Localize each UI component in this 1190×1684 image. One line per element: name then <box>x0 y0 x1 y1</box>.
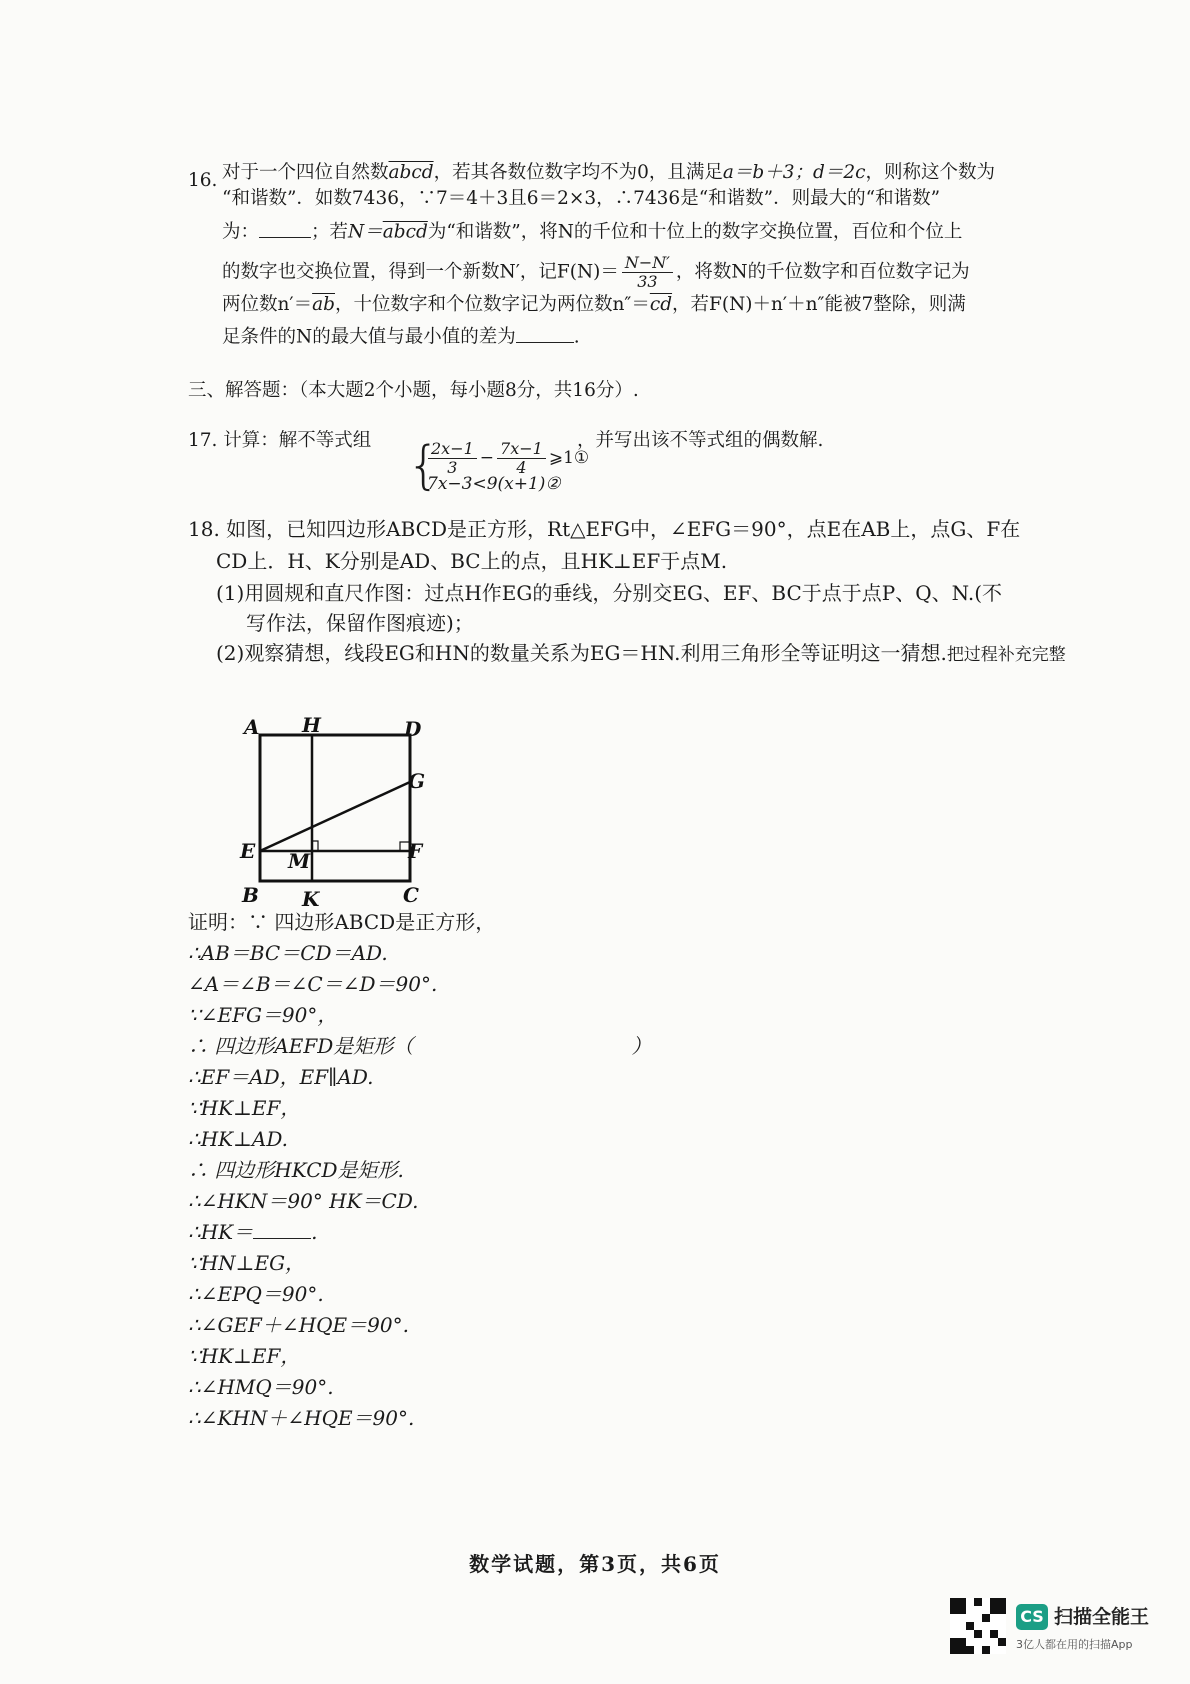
proof-line-1: 证明：∵ 四边形ABCD是正方形， <box>188 910 496 934</box>
square-figure <box>240 713 440 911</box>
proof-line-15: ∵HK⊥EF， <box>188 1344 301 1368</box>
q18-line-5: (2)观察猜想，线段EG和HN的数量关系为EG＝HN.利用三角形全等证明这一猜想.把过程补充完整 <box>216 641 1066 665</box>
proof-line-5: ∴ 四边形AEFD是矩形（ ） <box>188 1034 652 1058</box>
segment-EG <box>260 782 410 851</box>
section-3-heading: 三、解答题：（本大题2个小题，每小题8分，共16分）. <box>188 380 639 401</box>
label-E: E <box>240 839 256 863</box>
proof-line-11: ∴HK＝ . <box>188 1220 318 1244</box>
answer-blank-2[interactable] <box>516 323 574 343</box>
proof-line-10: ∴∠HKN＝90° HK＝CD. <box>188 1189 419 1213</box>
square-ABCD <box>260 735 410 881</box>
q16-line-2: “和谐数”．如数7436，∵7＝4＋3且6＝2×3，∴7436是“和谐数”．则最大的“和谐数” <box>222 188 941 209</box>
brace: { <box>407 436 441 496</box>
q18-line-3: (1)用圆规和直尺作图：过点H作EG的垂线，分别交EG、EF、BC于点于点P、Q、N.(不 <box>216 581 1003 605</box>
q18-line-1: 18. 如图，已知四边形ABCD是正方形，Rt△EFG中，∠EFG＝90°，点E在AB上，点G、F在 <box>188 517 1021 541</box>
proof-line-12: ∵HN⊥EG， <box>188 1251 306 1275</box>
q16-line-6: 足条件的N的最大值与最小值的差为 . <box>222 323 580 351</box>
scanner-subtitle: 3亿人都在用的扫描App <box>1016 1638 1133 1651</box>
label-A: A <box>244 715 260 739</box>
label-D: D <box>404 717 422 741</box>
q18-line-4: 写作法，保留作图痕迹)； <box>246 611 474 635</box>
inequality-2: 7x−3<9(x+1)② <box>427 474 561 494</box>
scanner-title: 扫描全能王 <box>1054 1606 1150 1628</box>
label-H: H <box>302 713 321 737</box>
qr-code-icon <box>950 1598 1006 1654</box>
proof-line-8: ∴HK⊥AD. <box>188 1127 289 1151</box>
fraction-F: $\frac{N-N'}{33}$ <box>622 254 673 291</box>
q16-line-3: 为： ；若N＝abcd为“和谐数”，将N的千位和十位上的数字交换位置，百位和个位上 <box>222 218 962 246</box>
inequality-1: $\frac{2x-1}{3}$ − $\frac{7x-1}{4}$ ⩾1① <box>425 440 589 477</box>
answer-blank-1[interactable] <box>259 218 311 238</box>
label-K: K <box>302 887 320 911</box>
q16-line-4: 的数字也交换位置，得到一个新数N′，记F(N)＝ $\frac{N-N'}{33}$ ，将数N的千位数字和百位数字记为 <box>222 253 970 291</box>
page-footer: 数学试题，第3页，共6页 <box>469 1552 721 1576</box>
proof-line-17: ∴∠KHN＋∠HQE＝90°. <box>188 1406 415 1430</box>
label-G: G <box>408 769 426 793</box>
proof-line-3: ∠A＝∠B＝∠C＝∠D＝90°. <box>188 972 438 996</box>
proof-line-7: ∵HK⊥EF， <box>188 1096 301 1120</box>
q16-number: 16. <box>188 170 218 191</box>
label-M: M <box>288 849 311 873</box>
proof-line-9: ∴ 四边形HKCD是矩形. <box>188 1158 404 1182</box>
proof-line-13: ∴∠EPQ＝90°. <box>188 1282 324 1306</box>
q16-line-5: 两位数$n'=\overline{ab}$，十位数字和个位数字记为两位数$n''=\overline{cd}$，若F(N)＋n′＋n″能被7整除，则满 <box>222 294 966 315</box>
proof-line-6: ∴EF＝AD，EF∥AD. <box>188 1065 374 1089</box>
proof-line-16: ∴∠HMQ＝90°. <box>188 1375 334 1399</box>
q17-suffix: ，并写出该不等式组的偶数解. <box>577 430 824 451</box>
answer-blank-HK[interactable] <box>253 1218 311 1239</box>
q16-line-1: 对于一个四位自然数abcd，若其各数位数字均不为0，且满足a＝b＋3；d＝2c，则称这个数为 <box>222 162 996 183</box>
proof-line-4: ∵∠EFG＝90°， <box>188 1003 338 1027</box>
label-B: B <box>242 883 259 907</box>
label-F: F <box>408 839 423 863</box>
label-C: C <box>403 883 419 907</box>
q18-line-2: CD上．H、K分别是AD、BC上的点，且HK⊥EF于点M. <box>216 549 728 573</box>
cs-logo-icon: CS <box>1016 1604 1048 1630</box>
proof-line-2: ∴AB＝BC＝CD＝AD. <box>188 941 388 965</box>
handwritten-note: 把过程补充完整 <box>946 645 1066 665</box>
proof-line-14: ∴∠GEF＋∠HQE＝90°. <box>188 1313 409 1337</box>
q17-prefix: 17. 计算：解不等式组 <box>188 430 372 451</box>
scanner-watermark <box>950 1598 1180 1668</box>
